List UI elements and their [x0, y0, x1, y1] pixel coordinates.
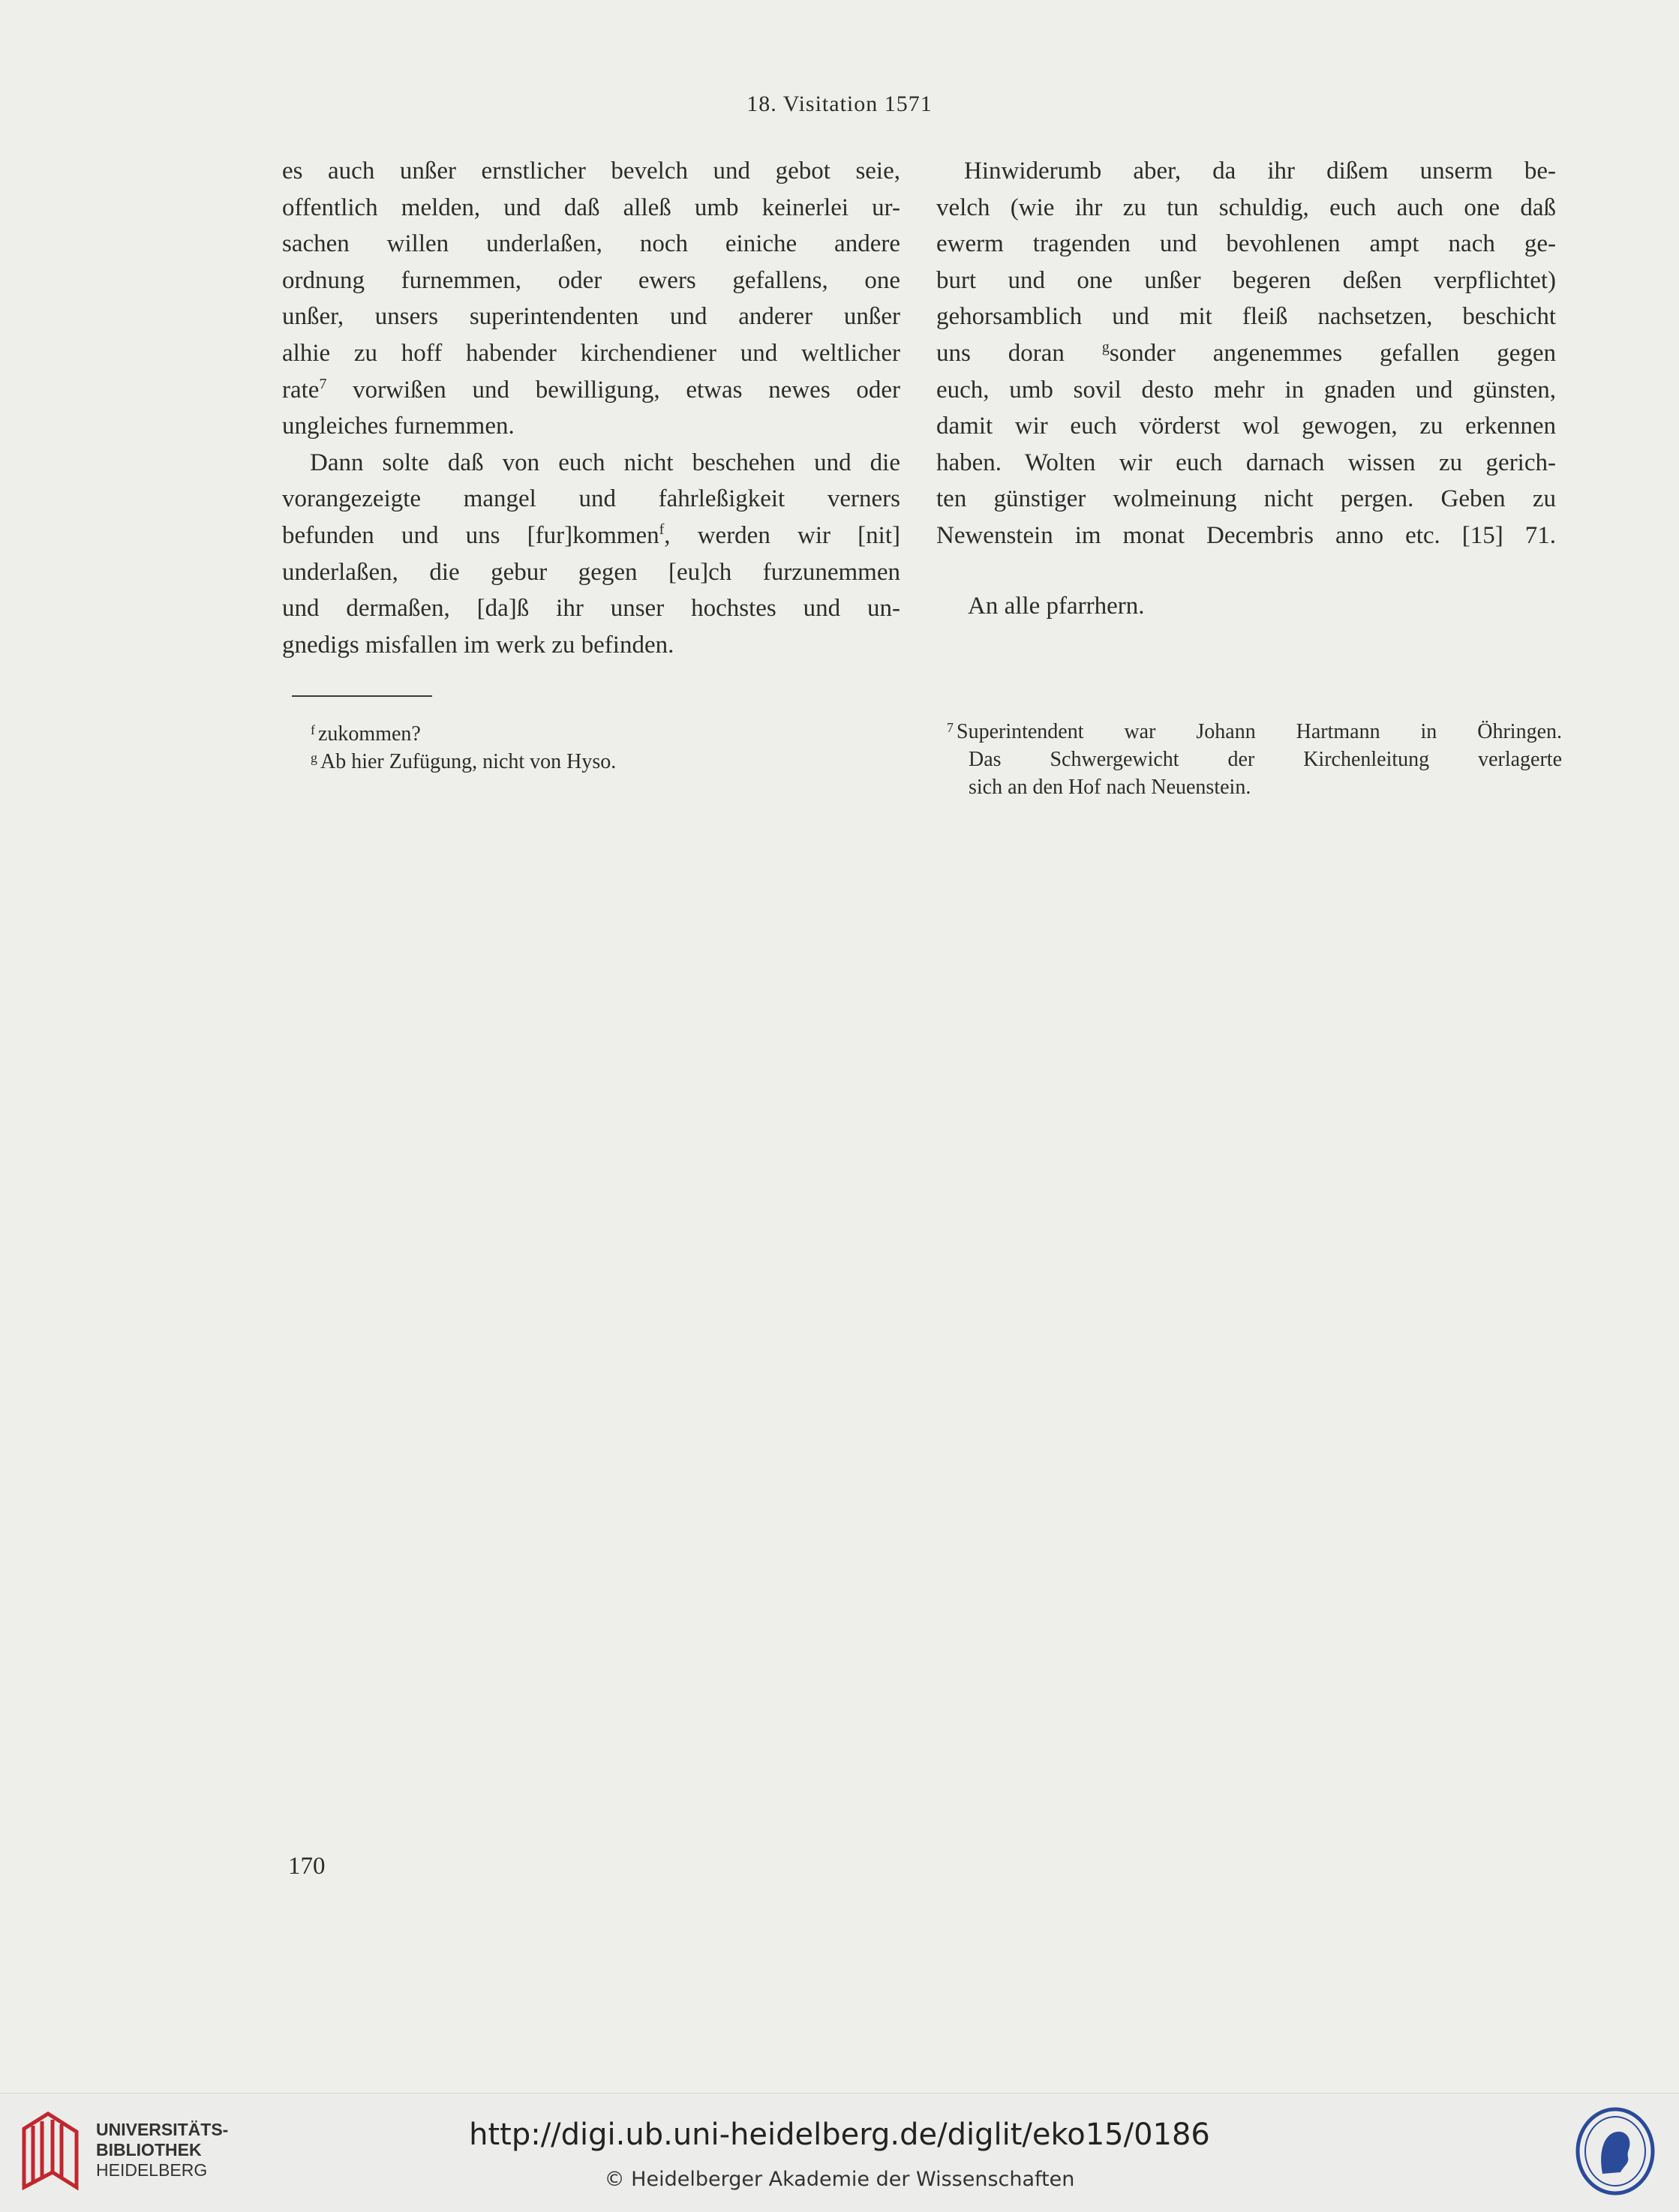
- footnote-line: Das Schwergewicht der Kirchenleitung verlagerte: [969, 748, 1562, 771]
- line-rest: vorwißen und bewilligung, etwas newes oder: [353, 376, 901, 404]
- page-number: 170: [288, 1853, 326, 1880]
- footnote-rule: [292, 695, 432, 697]
- footnote-line: sich an den Hof nach Neuenstein.: [969, 776, 1251, 799]
- text-line: es auch unßer ernstlicher bevelch und gebot seie,: [282, 158, 900, 185]
- footnote-ref: 7: [319, 375, 327, 392]
- right-column: [936, 153, 1556, 554]
- footnotes-left: [311, 720, 896, 776]
- footnote: [311, 720, 896, 748]
- text-line: burt und one unßer begeren deßen verpflichtet): [936, 266, 1556, 294]
- academy-seal-icon: [1574, 2106, 1656, 2196]
- library-name-line: HEIDELBERG: [96, 2160, 208, 2180]
- text-line: sachen willen underlaßen, noch einiche andere: [282, 230, 900, 258]
- footnote-text: Ab hier Zufügung, nicht von Hyso.: [320, 750, 617, 773]
- text-line: [282, 518, 900, 554]
- text-line: gehorsamblich und mit fleiß nachsetzen, beschicht: [936, 303, 1556, 331]
- footer-bar: [0, 2093, 1679, 2212]
- left-column: [282, 153, 900, 663]
- text-line: alhie zu hoff habender kirchendiener und weltlicher: [282, 339, 900, 367]
- text-line: Dann solte daß von euch nicht beschehen und die: [310, 449, 900, 476]
- footnote-text: zukommen?: [318, 722, 421, 746]
- footnote-ref: f: [659, 521, 665, 538]
- footnotes-right: [947, 718, 1562, 801]
- text-line: damit wir euch vörderst wol gewogen, zu erkennen: [936, 413, 1556, 440]
- footnote-mark: f: [311, 722, 315, 737]
- footnote-ref: g: [1101, 338, 1110, 356]
- text-line: gnedigs misfallen im werk zu befinden.: [282, 631, 674, 659]
- text-line: unßer, unsers superintendenten und anderer unßer: [282, 303, 900, 331]
- running-head: 18. Visitation 1571: [746, 92, 933, 116]
- line-part: sonder angenemmes gefallen gegen: [1109, 339, 1557, 367]
- text-line: ewerm tragenden und bevohlenen ampt nach ge-: [936, 230, 1556, 258]
- line-part: uns doran: [936, 339, 1102, 367]
- text-line: und dermaßen, [da]ß ihr unser hochstes und un-: [282, 595, 900, 623]
- text-line: ten günstiger wolmeinung nicht pergen. Geben zu: [936, 485, 1556, 513]
- text-line: ungleiches furnemmen.: [282, 413, 515, 440]
- line-prefix: rate: [282, 376, 320, 404]
- footnote-mark: 7: [947, 720, 954, 735]
- footnote: [311, 748, 896, 776]
- text-line: velch (wie ihr zu tun schuldig, euch auch one daß: [936, 194, 1556, 221]
- library-name-line: UNIVERSITÄTS-: [96, 2120, 229, 2139]
- text-line: Hinwiderumb aber, da ihr dißem unserm be-: [964, 158, 1556, 185]
- copyright-notice: © Heidelberger Akademie der Wissenschaften: [604, 2168, 1075, 2191]
- text-line: underlaßen, die gebur gegen [eu]ch furzunemmen: [282, 558, 900, 586]
- text-line: [282, 372, 900, 409]
- text-line: vorangezeigte mangel und fahrleßigkeit verners: [282, 485, 900, 513]
- line-part: befunden und uns [fur]kommen: [282, 521, 659, 549]
- permalink-url[interactable]: http://digi.ub.uni-heidelberg.de/diglit/eko15/0186: [469, 2117, 1210, 2152]
- footnote-text: Superintendent war Johann Hartmann in Öhringen.: [957, 720, 1562, 743]
- footnote-line: [947, 718, 1562, 746]
- address-line: An alle pfarrhern.: [968, 593, 1145, 620]
- text-line: ordnung furnemmen, oder ewers gefallens, one: [282, 266, 900, 294]
- text-line: [936, 335, 1556, 372]
- footnote-mark: g: [311, 750, 317, 765]
- line-part: , werden wir [nit]: [664, 521, 900, 549]
- text-line: euch, umb sovil desto mehr in gnaden und günsten,: [936, 376, 1556, 404]
- library-name-line: BIBLIOTHEK: [96, 2140, 202, 2159]
- text-line: haben. Wolten wir euch darnach wissen zu gerich-: [936, 449, 1556, 476]
- text-line: Newenstein im monat Decembris anno etc. [15] 71.: [936, 521, 1556, 549]
- text-line: offentlich melden, und daß alleß umb keinerlei ur-: [282, 194, 900, 221]
